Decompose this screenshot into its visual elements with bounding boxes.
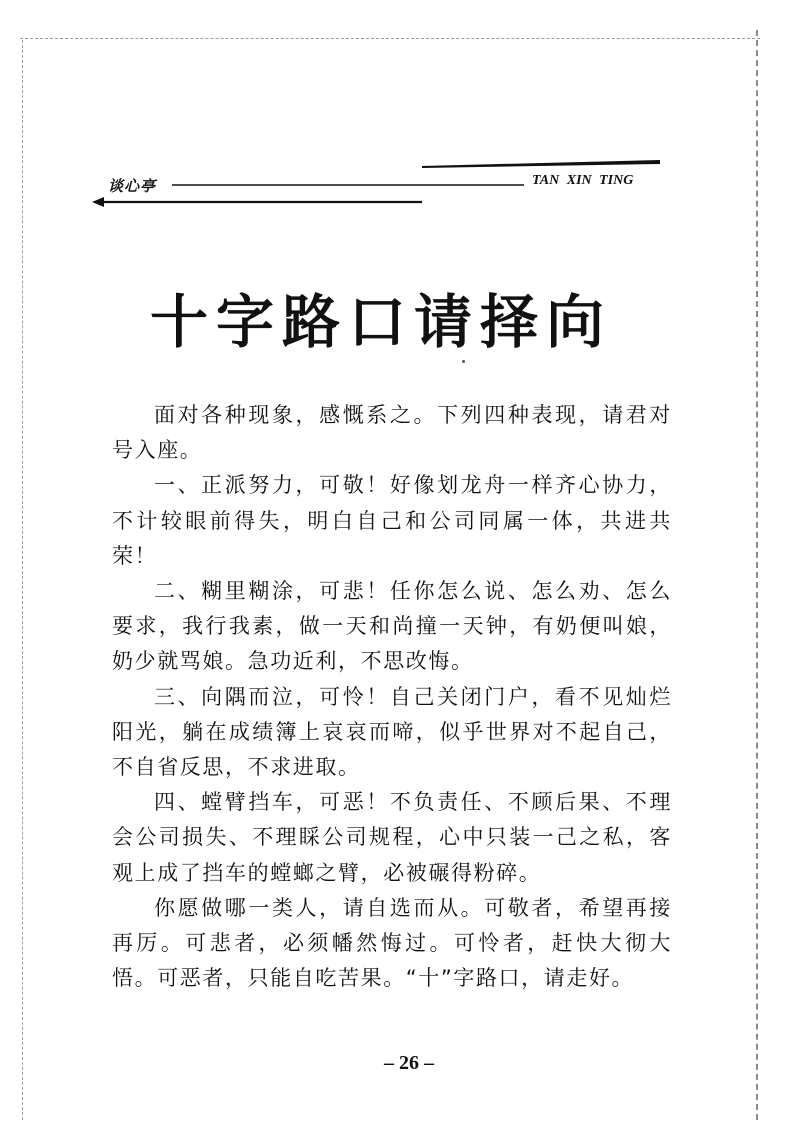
paragraph-four: 四、螳臂挡车，可恶！不负责任、不顾后果、不理会公司损失、不理睬公司规程，心中只装一己之私，客观上成了挡车的螳螂之臂，必被碾得粉碎。 [112, 790, 672, 885]
article-title: 十字路口请择向 [150, 288, 613, 356]
paragraph-two: 二、糊里糊涂，可悲！任你怎么说、怎么劝、怎么要求，我行我素，做一天和尚撞一天钟，有奶便叫娘，奶少就骂娘。急功近利，不思改悔。 [112, 579, 672, 674]
header-section-pinyin: TAN XIN TING [532, 173, 634, 188]
header-section-name: 谈心亭 [108, 177, 157, 195]
article-body [112, 398, 672, 996]
running-header [92, 158, 660, 208]
paragraph-three: 三、向隅而泣，可怜！自己关闭门户，看不见灿烂阳光，躺在成绩簿上哀哀而啼，似乎世界对不起自己，不自省反思，不求进取。 [112, 684, 672, 780]
page-number: – 26 – [384, 1052, 434, 1074]
scan-speck [462, 360, 465, 363]
paragraph-intro: 面对各种现象，感慨系之。下列四种表现，请君对号入座。 [112, 403, 672, 463]
paragraph-one: 一、正派努力，可敬！好像划龙舟一样齐心协力，不计较眼前得失，明白自己和公司同属一体，共进共荣！ [112, 473, 672, 568]
paragraph-conclusion: 你愿做哪一类人，请自选而从。可敬者，希望再接再厉。可悲者，必须幡然悔过。可怜者，赶快大彻大悟。可恶者，只能自吃苦果。“十”字路口，请走好。 [112, 895, 672, 991]
scan-border-left [22, 40, 23, 1120]
scan-border-right [756, 30, 758, 1120]
scan-border-top [20, 38, 760, 39]
